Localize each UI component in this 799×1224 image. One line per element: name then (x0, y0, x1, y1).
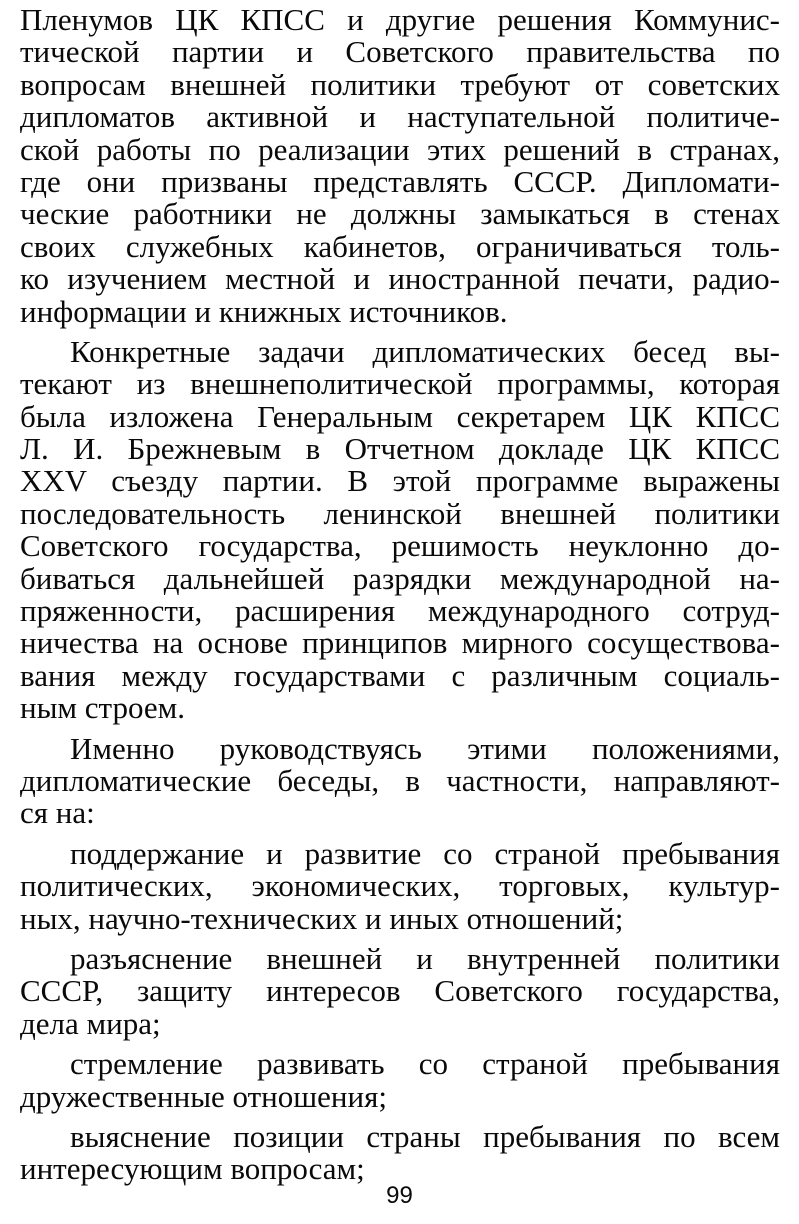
text-line: дипломатические беседы, в частности, направляют- (20, 762, 780, 798)
text-line: ской работы по реализации этих решений в странах, (20, 131, 780, 167)
text-line: ным строем. (20, 690, 185, 726)
text-line: дела мира; (20, 1005, 161, 1041)
paragraph-concrete-tasks (20, 333, 780, 726)
text-line: стремление развивать со страной пребывания (70, 1046, 780, 1082)
list-item-clarifying-positions (20, 1118, 780, 1187)
text-line: ных, научно-технических и иных отношений; (20, 900, 624, 936)
text-line: интересующим вопросам; (20, 1151, 365, 1187)
book-page-text (20, 4, 780, 1186)
text-line: ся на: (20, 795, 95, 831)
list-item-friendly-relations (20, 1048, 780, 1113)
text-line: была изложена Генеральным секретарем ЦК КПСС (20, 398, 780, 434)
text-line: СССР, защиту интересов Советского государства, (20, 973, 780, 1009)
text-line: политических, экономических, торговых, культур- (20, 868, 780, 904)
text-line: где они призваны представлять СССР. Дипломати- (20, 163, 780, 199)
text-line: своих служебных кабинетов, ограничиваться толь- (20, 228, 780, 264)
text-line: текают из внешнеполитической программы, которая (20, 366, 780, 402)
text-line: Именно руководствуясь этими положениями, (70, 730, 780, 766)
text-line: разъяснение внешней и внутренней политики (70, 940, 780, 976)
text-line: выяснение позиции страны пребывания по всем (70, 1118, 780, 1154)
paragraph-guided-by (20, 730, 780, 831)
text-line: ко изучением местной и иностранной печати, радио- (20, 261, 780, 297)
text-line: дипломатов активной и наступательной политиче- (20, 99, 780, 135)
text-line: Л. И. Брежневым в Отчетном докладе ЦК КПСС (20, 431, 780, 467)
text-line: биваться дальнейшей разрядки международной на- (20, 560, 780, 596)
text-line: Пленумов ЦК КПСС и другие решения Коммунис- (20, 2, 780, 37)
list-item-explaining-policy (20, 940, 780, 1041)
paragraph-plenums (20, 4, 780, 328)
text-line: тической партии и Советского правительства по (20, 34, 780, 70)
text-line: информации и книжных источников. (20, 293, 508, 329)
text-line: поддержание и развитие со страной пребывания (70, 835, 780, 871)
text-line: дружественные отношения; (20, 1078, 387, 1114)
text-line: ческие работники не должны замыкаться в стенах (20, 196, 780, 232)
text-line: XXV съезду партии. В этой программе выражены (20, 463, 780, 499)
text-line: вания между государствами с различным социаль- (20, 657, 780, 693)
text-line: Советского государства, решимость неуклонно до- (20, 528, 780, 564)
text-line: последовательность ленинской внешней политики (20, 495, 780, 531)
list-item-maintaining-relations (20, 835, 780, 936)
text-line: ничества на основе принципов мирного сосуществова- (20, 625, 780, 661)
text-line: Конкретные задачи дипломатических бесед вы- (70, 333, 780, 369)
text-line: пряженности, расширения международного сотруд- (20, 593, 780, 629)
text-line: вопросам внешней политики требуют от советских (20, 66, 780, 102)
page-number: 99 (386, 1182, 413, 1209)
